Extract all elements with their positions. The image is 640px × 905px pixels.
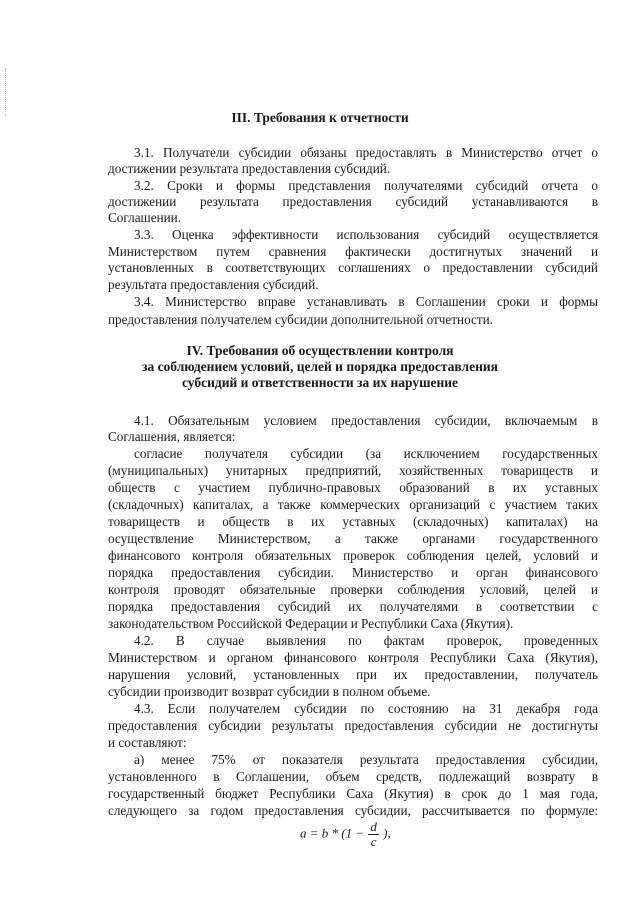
paragraph-line: нарушения условий, установленных при их предоставлении, получатель — [108, 667, 598, 682]
paragraph-line: 4.1. Обязательным условием предоставления субсидии, включаемым в — [134, 413, 598, 428]
paragraph-line: порядка предоставления субсидий их получателями в соответствии с — [108, 599, 598, 614]
paragraph-line: и составляют: — [108, 735, 187, 750]
formula-rhs: ), — [383, 825, 391, 841]
formula-numerator: d — [370, 819, 377, 834]
paragraph-line: (муниципальных) унитарных предприятий, хозяйственных товариществ и — [108, 463, 598, 478]
paragraph-line: законодательством Российской Федерации и Республики Саха (Якутия). — [108, 616, 514, 631]
paragraph-line: предоставления получателем субсидии дополнительной отчетности. — [108, 312, 493, 327]
return-formula — [300, 820, 391, 849]
paragraph-line: 3.1. Получатели субсидии обязаны предоставлять в Министерство отчет о — [134, 145, 598, 160]
paragraph-line: товариществ и обществ в их уставных (складочных) капиталах) на — [108, 514, 598, 529]
paragraph-line: 3.4. Министерство вправе устанавливать в Соглашении сроки и формы — [134, 294, 598, 309]
formula-fraction — [368, 820, 379, 849]
paragraph-line: Министерством путем сравнения фактически достигнутых значений и — [108, 244, 598, 259]
paragraph-line: а) менее 75% от показателя результата предоставления субсидии, — [134, 752, 598, 767]
formula-denominator: c — [370, 834, 377, 849]
paragraph-line: осуществление Министерством, а также органами государственного — [108, 531, 598, 546]
paragraph-line: 4.2. В случае выявления по фактам проверок, проведенных — [134, 633, 598, 648]
paragraph-line: 3.2. Сроки и формы представления получателями субсидий отчета о — [134, 178, 598, 193]
paragraph-line: 3.3. Оценка эффективности использования субсидий осуществляется — [134, 227, 598, 242]
paragraph-line: предоставления субсидии результаты предоставления субсидии не достигнуты — [108, 718, 598, 733]
paragraph-line: 4.3. Если получателем субсидии по состоянию на 31 декабря года — [134, 701, 598, 716]
paragraph-line: контроля проводят обязательные проверки соблюдения условий, целей и — [108, 582, 598, 597]
paragraph-line: согласие получателя субсидии (за исключением государственных — [134, 446, 598, 461]
paragraph-line: достижении результата предоставления субсидий. — [108, 161, 391, 176]
paragraph-line: финансового контроля обязательных проверок соблюдения целей, условий и — [108, 548, 598, 563]
paragraph-line: Соглашении. — [108, 210, 182, 225]
paragraph-line: результата предоставления субсидий. — [108, 277, 319, 292]
section-4-heading-line: субсидий и ответственности за их нарушение — [181, 375, 459, 390]
paragraph-line: обществ с участием публично-правовых образований в их уставных — [108, 480, 598, 495]
paragraph-line: установленных в соответствующих соглашениях о предоставлении субсидий — [108, 260, 598, 275]
paragraph-line: Министерством и органом финансового контроля Республики Саха (Якутия), — [108, 650, 598, 665]
scan-edge-marks — [5, 68, 7, 116]
formula-lhs: a = b * (1 − — [300, 825, 365, 841]
paragraph-line: Соглашения, является: — [108, 429, 236, 444]
paragraph-line: субсидии производит возврат субсидии в полном объеме. — [108, 684, 431, 699]
section-3-heading-text: III. Требования к отчетности — [231, 110, 409, 125]
section-4-heading-line: IV. Требования об осуществлении контроля — [186, 343, 454, 358]
paragraph-line: установленного в Соглашении, объем средств, подлежащий возврату в — [108, 769, 598, 784]
section-4-heading — [0, 343, 640, 391]
paragraph-line: порядка предоставления субсидии. Министерство и орган финансового — [108, 565, 598, 580]
paragraph-line: (складочных) капиталах, а также коммерческих организаций с участием таких — [108, 497, 598, 512]
paragraph-line: достижении результата предоставления субсидий устанавливаются в — [108, 194, 598, 209]
paragraph-line: следующего за годом предоставления субсидии, рассчитывается по формуле: — [108, 803, 598, 818]
section-4-heading-line: за соблюдением условий, целей и порядка предоставления — [142, 359, 498, 374]
section-3-heading — [0, 110, 640, 126]
paragraph-line: государственный бюджет Республики Саха (Якутия) в срок до 1 мая года, — [108, 786, 598, 801]
